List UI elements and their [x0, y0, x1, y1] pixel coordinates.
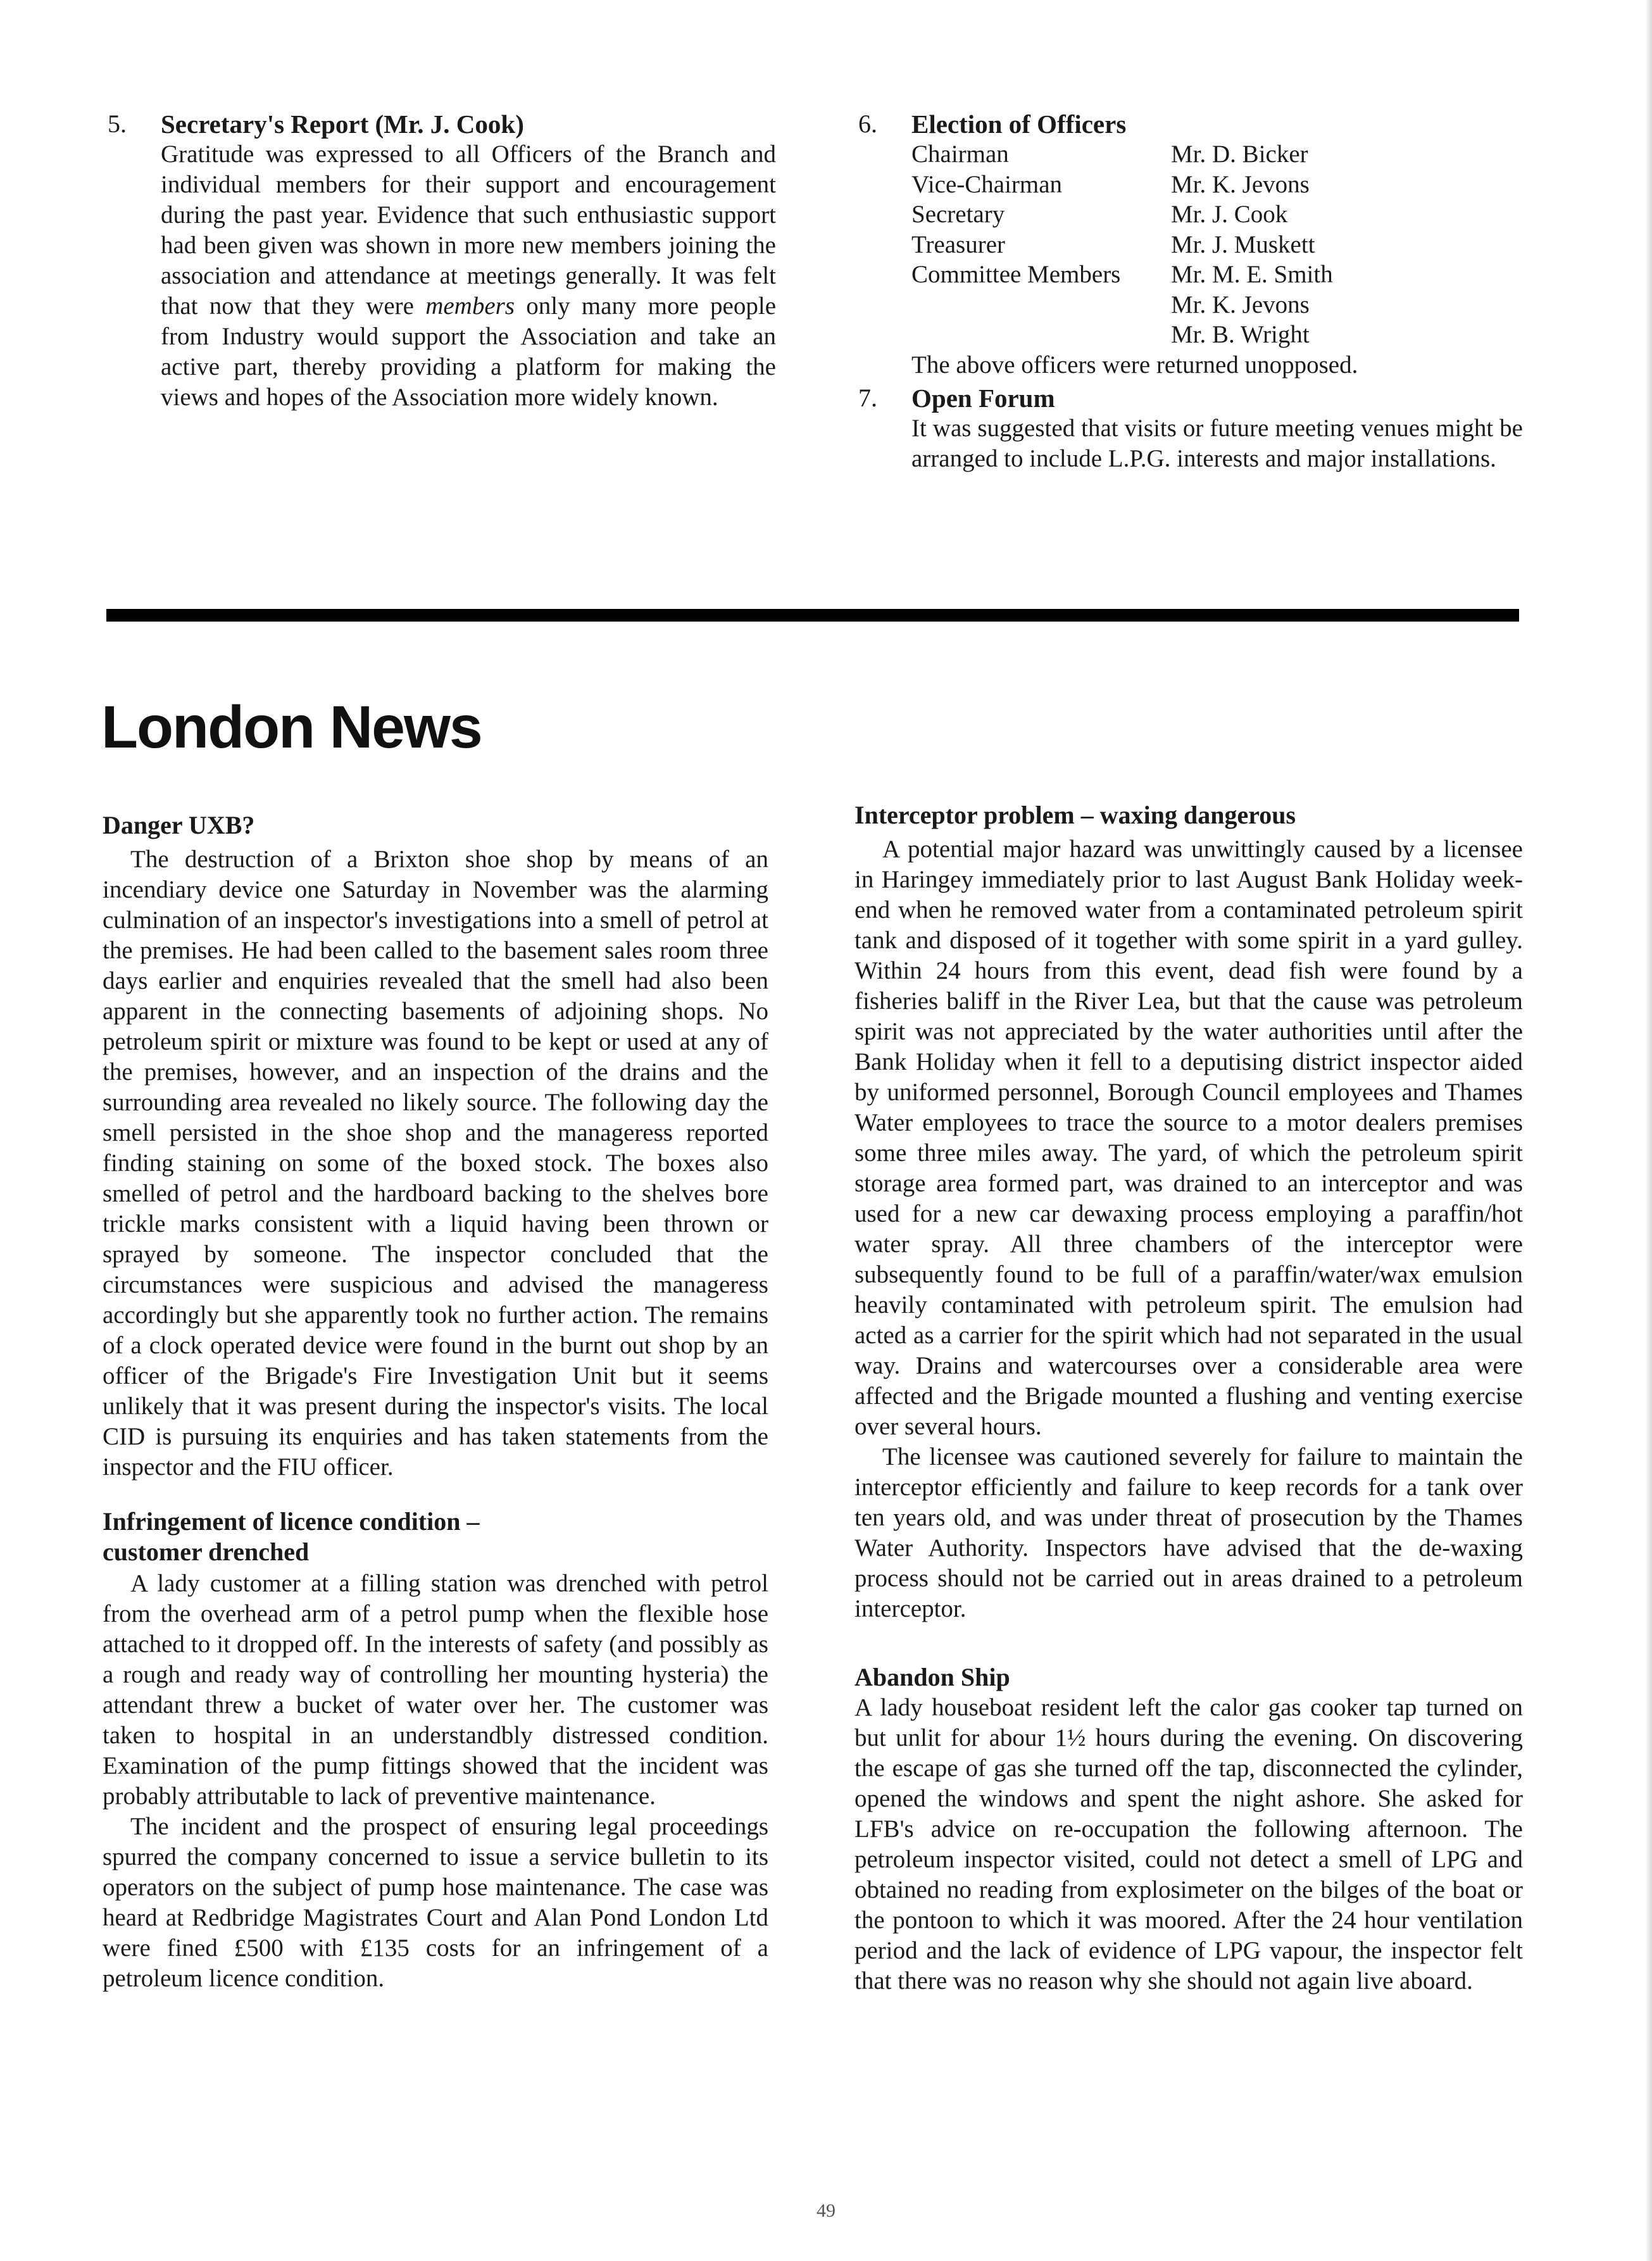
officer-role: Chairman	[911, 141, 1009, 168]
item-5-body-emphasis: members	[425, 292, 515, 320]
article-body-abandon-ship: A lady houseboat resident left the calor gas cooker tap turned on but unlit for abour 1½ hours during the evening. On discovering the escape of gas she turned off the tap, disconnected the cylinder, opened the windows and spent the night ashore. She asked for LFB's advice on re-occupation the following afternoon. The petroleum inspector visited, could not detect a smell of LPG and obtained no reading from explosimeter on the bilges of the boat or the pontoon to which it was moored. After the 24 hour ventilation period and the lack of evidence of LPG vapour, the inspector felt that there was no reason why she should not again live aboard.	[854, 1694, 1523, 1995]
article-heading-interceptor: Interceptor problem – waxing dangerous	[854, 801, 1296, 829]
article-body-interceptor-para-2: The licensee was cautioned severely for failure to maintain the interceptor efficiently and failure to keep records for a tank over ten years old, and was under threat of prosecution by the Thames Water Authority. Inspectors have advised that the de-waxing process should not be carried out in areas drained to a petroleum interceptor.	[854, 1443, 1523, 1622]
officer-row	[911, 320, 1523, 350]
page-number: 49	[817, 2200, 835, 2221]
article-body-infringement-para-1: A lady customer at a filling station was drenched with petrol from the overhead arm of a petrol pump when the flexible hose attached to it dropped off. In the interests of safety (and possibly as a rough and ready way of controlling her mounting hysteria) the attendant threw a bucket of water over her. The customer was taken to hospital in an understandbly distressed condition. Examination of the pump fittings showed that the incident was probably attributable to lack of preventive maintenance.	[103, 1570, 768, 1810]
article-heading-line-1: Infringement of licence condition –	[103, 1507, 480, 1536]
article-heading-infringement	[103, 1506, 768, 1567]
item-6-number: 6.	[858, 110, 877, 138]
officer-role	[911, 290, 1171, 320]
item-7-open-forum	[858, 383, 1523, 474]
officer-name: Mr. J. Muskett	[1171, 230, 1315, 258]
officer-row	[911, 170, 1523, 200]
officer-role	[911, 320, 1171, 350]
item-5-number: 5.	[108, 110, 127, 138]
article-body-interceptor-para-1: A potential major hazard was unwittingly caused by a licensee in Haringey immediately prior to last August Bank Holiday week-end when he removed water from a contaminated petroleum spirit tank and disposed of it together with some spirit in a yard gulley. Within 24 hours from this event, dead fish were found by a fisheries baliff in the River Lea, but that the cause was petroleum spirit was not appreciated by the water authorities until after the Bank Holiday when it fell to a deputising district inspector aided by uniformed personnel, Borough Council employees and Thames Water employees to trace the source to a motor dealers premises some three miles away. The yard, of which the petroleum spirit storage area formed part, was drained to an interceptor and was used for a new car dewaxing process employing a paraffin/hot water spray. All three chambers of the interceptor were subsequently found to be full of a paraffin/water/wax emulsion heavily contaminated with petroleum spirit. The emulsion had acted as a carrier for the spirit which had not separated in the usual way. Drains and watercourses over a considerable area were affected and the Brigade mounted a flushing and venting exercise over several hours.	[854, 836, 1523, 1440]
left-column	[103, 810, 768, 1994]
right-column	[854, 800, 1523, 1996]
officer-role: Treasurer	[911, 230, 1006, 258]
officers-list	[911, 139, 1523, 350]
item-7-body: It was suggested that visits or future meeting venues might be arranged to include L.P.G. interests and major installations.	[911, 414, 1523, 472]
item-5-body-text-end: only many more people from Industry would support the Association and take an active part, thereby providing a platform for making the views and hopes of the Association more widely known.	[161, 292, 777, 411]
article-heading-danger-uxb: Danger UXB?	[103, 811, 255, 839]
election-note: The above officers were returned unopposed.	[911, 351, 1358, 379]
officer-name: Mr. J. Cook	[1171, 201, 1288, 228]
item-6-heading: Election of Officers	[911, 110, 1127, 139]
officer-row	[911, 290, 1523, 320]
officer-role: Committee Members	[911, 261, 1121, 288]
item-7-number: 7.	[858, 383, 877, 412]
london-news-masthead: London News	[101, 694, 482, 761]
officer-role: Vice-Chairman	[911, 170, 1063, 198]
item-5-secretary-report	[108, 109, 776, 413]
officer-row	[911, 139, 1523, 170]
article-body-danger-uxb: The destruction of a Brixton shoe shop by means of an incendiary device one Saturday in November was the alarming culmination of an inspector's investigations into a smell of petrol at the premises. He had been called to the basement sales room three days earlier and enquiries revealed that the smell had also been apparent in the connecting basements of adjoining shops. No petroleum spirit or mixture was found to be kept or used at any of the premises, however, and an inspection of the drains and the surrounding area revealed no likely source. The following day the smell persisted in the shoe shop and the manageress reported finding staining on some of the boxed stock. The boxes also smelled of petrol and the hardboard backing to the shelves bore trickle marks consistent with a liquid having been thrown or sprayed by someone. The inspector concluded that the circumstances were suspicious and advised the manageress accordingly but she apparently took no further action. The remains of a clock operated device were found in the burnt out shop by an officer of the Brigade's Fire Investigation Unit but it seems unlikely that it was present during the inspector's visits. The local CID is pursuing its enquiries and has taken statements from the inspector and the FIU officer.	[103, 846, 768, 1481]
scan-edge-shadow	[1646, 0, 1652, 2261]
item-7-heading: Open Forum	[911, 383, 1055, 413]
officer-row	[911, 199, 1523, 230]
officer-role: Secretary	[911, 201, 1005, 228]
article-infringement	[103, 1506, 768, 1994]
item-6-election-of-officers	[858, 109, 1523, 474]
article-heading-abandon-ship: Abandon Ship	[854, 1663, 1010, 1691]
article-body-infringement-para-2: The incident and the prospect of ensuring legal proceedings spurred the company concerned to issue a service bulletin to its operators on the subject of pump hose maintenance. The case was heard at Redbridge Magistrates Court and Alan Pond London Ltd were fined £500 with £135 costs for an infringement of a petroleum licence condition.	[103, 1813, 768, 1992]
article-danger-uxb	[103, 810, 768, 1482]
officer-name: Mr. D. Bicker	[1171, 141, 1308, 168]
article-heading-line-2: customer drenched	[103, 1538, 310, 1566]
officer-name: Mr. M. E. Smith	[1171, 261, 1333, 288]
officer-name: Mr. K. Jevons	[1171, 170, 1310, 198]
officer-name: Mr. K. Jevons	[1171, 291, 1310, 318]
officer-row	[911, 260, 1523, 290]
item-5-body-text-start: Gratitude was expressed to all Officers of the Branch and individual members for their support and encouragement during the past year. Evidence that such enthusiastic support had been given was shown in more new members joining the association and attendance at meetings generally. It was felt that now that they were	[161, 141, 776, 320]
officer-name: Mr. B. Wright	[1171, 321, 1310, 348]
article-interceptor	[854, 800, 1523, 1624]
article-abandon-ship	[854, 1662, 1523, 1996]
officer-row	[911, 230, 1523, 260]
item-5-heading: Secretary's Report (Mr. J. Cook)	[161, 110, 524, 139]
item-5-body	[161, 139, 776, 413]
section-divider-rule	[106, 609, 1519, 622]
